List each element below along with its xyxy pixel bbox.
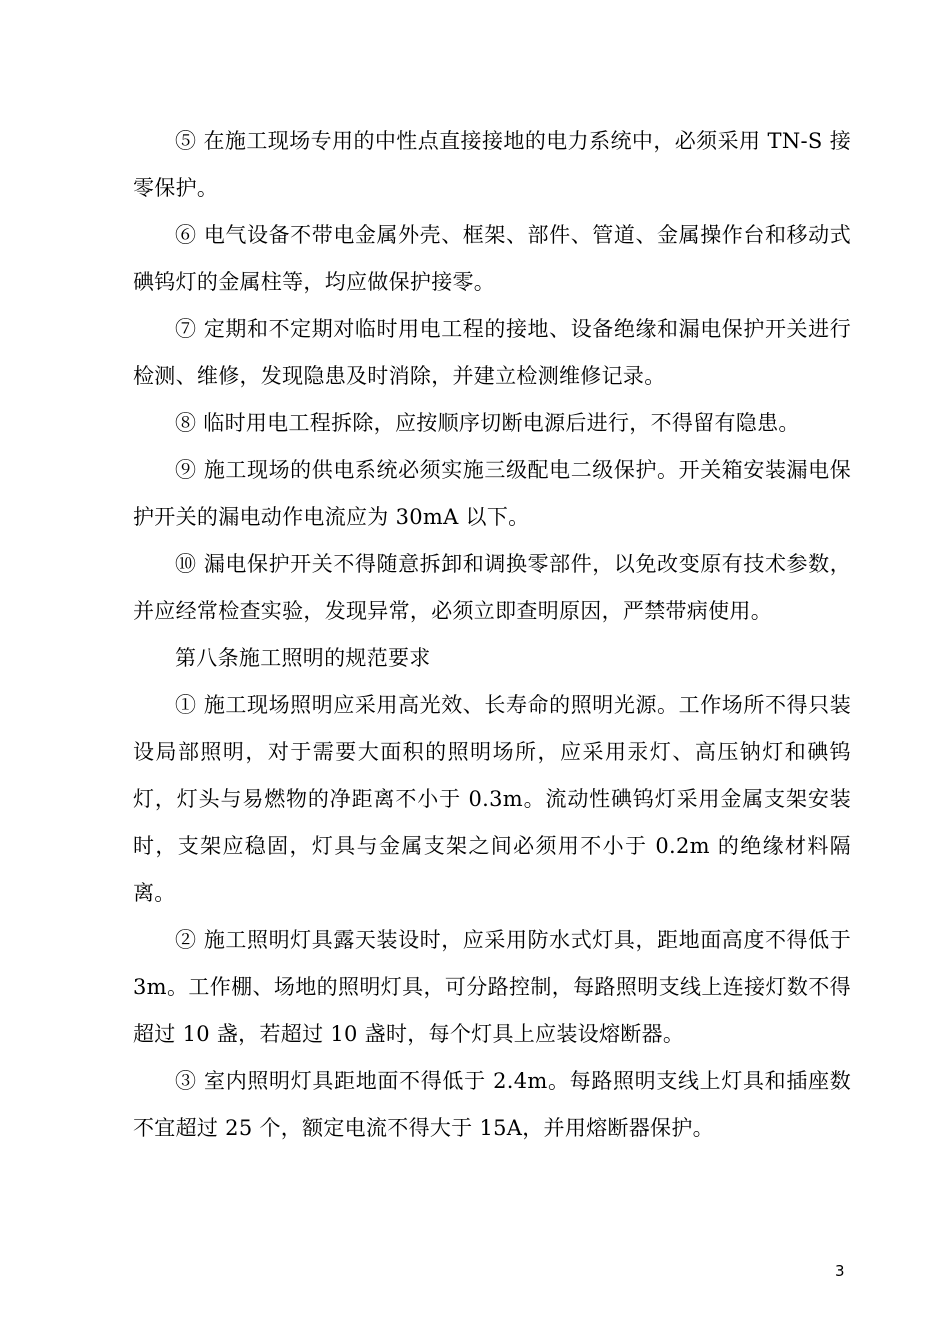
paragraph-item-5: ⑤ 在施工现场专用的中性点直接接地的电力系统中，必须采用 TN-S 接零保护。 bbox=[133, 129, 851, 200]
paragraph-item-6: ⑥ 电气设备不带电金属外壳、框架、部件、管道、金属操作台和移动式碘钨灯的金属柱等，均应做保护接零。 bbox=[133, 223, 851, 294]
paragraph-item-9: ⑨ 施工现场的供电系统必须实施三级配电二级保护。开关箱安装漏电保护开关的漏电动作电流应为 30mA 以下。 bbox=[133, 458, 851, 529]
paragraph-item-10: ⑩ 漏电保护开关不得随意拆卸和调换零部件，以免改变原有技术参数，并应经常检查实验，发现异常，必须立即查明原因，严禁带病使用。 bbox=[133, 552, 851, 623]
section-heading: 第八条施工照明的规范要求 bbox=[175, 646, 431, 670]
page-number: 3 bbox=[835, 1262, 845, 1280]
document-body bbox=[133, 118, 851, 1152]
paragraph-item-8: ⑧ 临时用电工程拆除，应按顺序切断电源后进行，不得留有隐患。 bbox=[175, 411, 800, 435]
paragraph-item-7: ⑦ 定期和不定期对临时用电工程的接地、设备绝缘和漏电保护开关进行检测、维修，发现隐患及时消除，并建立检测维修记录。 bbox=[133, 317, 851, 388]
paragraph-item-3: ③ 室内照明灯具距地面不得低于 2.4m。每路照明支线上灯具和插座数不宜超过 25 个，额定电流不得大于 15A，并用熔断器保护。 bbox=[133, 1069, 851, 1140]
paragraph-item-1: ① 施工现场照明应采用高光效、长寿命的照明光源。工作场所不得只装设局部照明，对于需要大面积的照明场所，应采用汞灯、高压钠灯和碘钨灯，灯头与易燃物的净距离不小于 0.3m。流动性碘钨灯采用金属支架安装时，支架应稳固，灯具与金属支架之间必须用不小于 0.2m 的绝缘材料隔离。 bbox=[133, 693, 851, 905]
paragraph-item-2: ② 施工照明灯具露天装设时，应采用防水式灯具，距地面高度不得低于 3m。工作棚、场地的照明灯具，可分路控制，每路照明支线上连接灯数不得超过 10 盏，若超过 10 盏时，每个灯具上应装设熔断器。 bbox=[133, 928, 851, 1046]
